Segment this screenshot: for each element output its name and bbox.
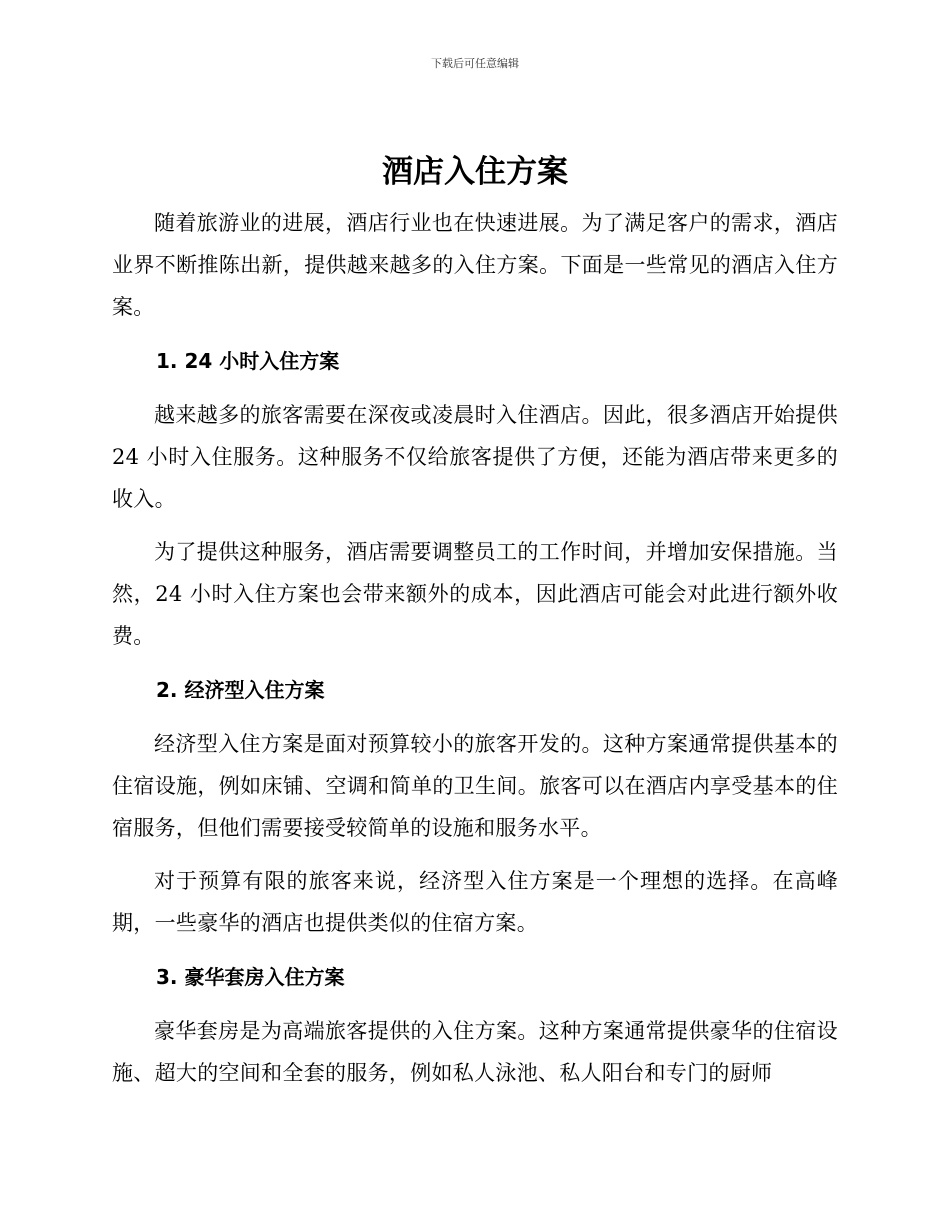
document-title: 酒店入住方案	[382, 154, 568, 190]
section-heading: 2. 经济型入住方案	[156, 678, 325, 702]
section-24-hour	[112, 340, 838, 657]
section-paragraph: 对于预算有限的旅客来说，经济型入住方案是一个理想的选择。在高峰期，一些豪华的酒店也提供类似的住宿方案。	[112, 869, 838, 935]
section-heading: 1. 24 小时入住方案	[156, 349, 340, 373]
section-economy	[112, 669, 838, 944]
section-paragraph: 为了提供这种服务，酒店需要调整员工的工作时间，并增加安保措施。当然，24 小时入住方案也会带来额外的成本，因此酒店可能会对此进行额外收费。	[112, 540, 838, 648]
document-body	[112, 148, 838, 1094]
section-paragraph: 越来越多的旅客需要在深夜或凌晨时入住酒店。因此，很多酒店开始提供 24 小时入住服务。这种服务不仅给旅客提供了方便，还能为酒店带来更多的收入。	[112, 403, 838, 511]
page-header-note: 下载后可任意编辑	[431, 57, 519, 70]
section-paragraph: 经济型入住方案是面对预算较小的旅客开发的。这种方案通常提供基本的住宿设施，例如床铺、空调和简单的卫生间。旅客可以在酒店内享受基本的住宿服务，但他们需要接受较简单的设施和服务水平。	[112, 732, 838, 840]
section-heading: 3. 豪华套房入住方案	[156, 965, 345, 989]
section-luxury-suite	[112, 956, 838, 1094]
section-paragraph: 豪华套房是为高端旅客提供的入住方案。这种方案通常提供豪华的住宿设施、超大的空间和全套的服务，例如私人泳池、私人阳台和专门的厨师	[112, 1019, 838, 1085]
intro-paragraph: 随着旅游业的进展，酒店行业也在快速进展。为了满足客户的需求，酒店业界不断推陈出新，提供越来越多的入住方案。下面是一些常见的酒店入住方案。	[112, 211, 838, 319]
